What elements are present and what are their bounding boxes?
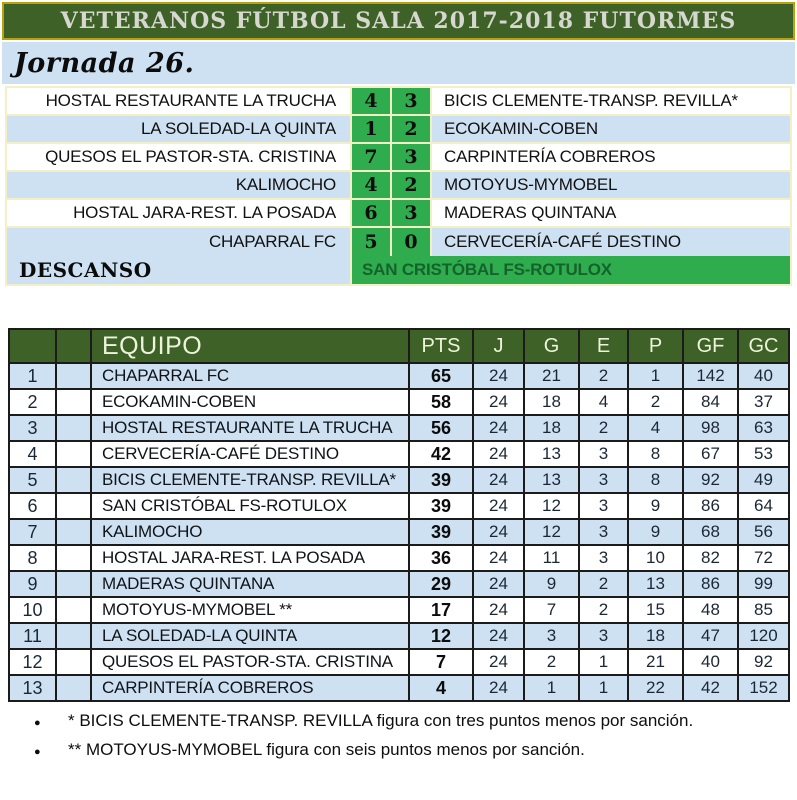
match-away-score: 3 xyxy=(390,88,430,114)
gc-cell: 152 xyxy=(738,675,789,701)
match-away-score: 2 xyxy=(390,172,430,198)
pts-cell: 39 xyxy=(409,493,473,519)
footnote-item xyxy=(34,740,797,760)
standings-row xyxy=(9,467,789,493)
e-cell: 3 xyxy=(579,519,628,545)
e-cell: 3 xyxy=(579,441,628,467)
spacer-cell xyxy=(56,519,91,545)
results-table xyxy=(5,86,792,286)
p-cell: 10 xyxy=(628,545,683,571)
spacer-cell xyxy=(56,415,91,441)
match-away-team: ECOKAMIN-COBEN xyxy=(430,116,790,142)
standings-row xyxy=(9,649,789,675)
header-rank-cell xyxy=(9,329,56,363)
j-cell: 24 xyxy=(473,493,524,519)
spacer-cell xyxy=(56,545,91,571)
match-row xyxy=(7,200,790,228)
match-home-score: 4 xyxy=(350,172,390,198)
rank-cell: 11 xyxy=(9,623,56,649)
header-e: E xyxy=(579,329,628,363)
standings-row xyxy=(9,675,789,701)
spacer-cell xyxy=(56,675,91,701)
rank-cell: 1 xyxy=(9,363,56,389)
footnote-bullet-icon: ● xyxy=(34,717,41,729)
rank-cell: 8 xyxy=(9,545,56,571)
j-cell: 24 xyxy=(473,389,524,415)
team-cell: HOSTAL RESTAURANTE LA TRUCHA xyxy=(91,415,409,441)
e-cell: 3 xyxy=(579,545,628,571)
rest-label: DESCANSO xyxy=(19,258,152,282)
standings-table xyxy=(8,328,790,702)
match-away-score: 3 xyxy=(390,144,430,170)
pts-cell: 17 xyxy=(409,597,473,623)
j-cell: 24 xyxy=(473,441,524,467)
standings-row xyxy=(9,545,789,571)
g-cell: 12 xyxy=(524,519,579,545)
team-cell: LA SOLEDAD-LA QUINTA xyxy=(91,623,409,649)
e-cell: 2 xyxy=(579,363,628,389)
pts-cell: 4 xyxy=(409,675,473,701)
p-cell: 15 xyxy=(628,597,683,623)
j-cell: 24 xyxy=(473,519,524,545)
gf-cell: 47 xyxy=(683,623,738,649)
standings-header-row xyxy=(9,329,789,363)
p-cell: 1 xyxy=(628,363,683,389)
rest-row xyxy=(7,256,790,284)
g-cell: 2 xyxy=(524,649,579,675)
standings-row xyxy=(9,519,789,545)
match-row xyxy=(7,144,790,172)
j-cell: 24 xyxy=(473,363,524,389)
match-home-score: 6 xyxy=(350,200,390,226)
match-away-team: CERVECERÍA-CAFÉ DESTINO xyxy=(430,228,790,256)
gf-cell: 98 xyxy=(683,415,738,441)
gc-cell: 37 xyxy=(738,389,789,415)
p-cell: 8 xyxy=(628,467,683,493)
gf-cell: 68 xyxy=(683,519,738,545)
pts-cell: 65 xyxy=(409,363,473,389)
pts-cell: 58 xyxy=(409,389,473,415)
match-home-team: QUESOS EL PASTOR-STA. CRISTINA xyxy=(45,147,336,166)
header-equipo: EQUIPO xyxy=(91,329,409,363)
match-home-score: 1 xyxy=(350,116,390,142)
gf-cell: 142 xyxy=(683,363,738,389)
standings-row xyxy=(9,623,789,649)
match-away-score: 0 xyxy=(390,228,430,256)
e-cell: 3 xyxy=(579,493,628,519)
header-pts: PTS xyxy=(409,329,473,363)
header-g: G xyxy=(524,329,579,363)
g-cell: 7 xyxy=(524,597,579,623)
gc-cell: 85 xyxy=(738,597,789,623)
match-home-score: 5 xyxy=(350,228,390,256)
team-cell: MADERAS QUINTANA xyxy=(91,571,409,597)
spacer-cell xyxy=(56,597,91,623)
g-cell: 1 xyxy=(524,675,579,701)
gc-cell: 64 xyxy=(738,493,789,519)
p-cell: 9 xyxy=(628,493,683,519)
e-cell: 3 xyxy=(579,467,628,493)
gf-cell: 67 xyxy=(683,441,738,467)
e-cell: 2 xyxy=(579,571,628,597)
gf-cell: 48 xyxy=(683,597,738,623)
gf-cell: 86 xyxy=(683,493,738,519)
team-cell: CERVECERÍA-CAFÉ DESTINO xyxy=(91,441,409,467)
g-cell: 9 xyxy=(524,571,579,597)
e-cell: 4 xyxy=(579,389,628,415)
match-home-team: LA SOLEDAD-LA QUINTA xyxy=(140,119,336,138)
match-home-team: CHAPARRAL FC xyxy=(208,232,336,251)
g-cell: 13 xyxy=(524,467,579,493)
gf-cell: 86 xyxy=(683,571,738,597)
spacer-cell xyxy=(56,493,91,519)
gf-cell: 84 xyxy=(683,389,738,415)
team-cell: CARPINTERÍA COBREROS xyxy=(91,675,409,701)
g-cell: 11 xyxy=(524,545,579,571)
footnote-bullet-icon: ● xyxy=(34,746,41,758)
match-away-team: BICIS CLEMENTE-TRANSP. REVILLA* xyxy=(430,88,790,114)
j-cell: 24 xyxy=(473,415,524,441)
spacer-cell xyxy=(56,467,91,493)
g-cell: 3 xyxy=(524,623,579,649)
e-cell: 1 xyxy=(579,649,628,675)
match-away-score: 2 xyxy=(390,116,430,142)
standings-body xyxy=(9,363,789,701)
header-j: J xyxy=(473,329,524,363)
p-cell: 18 xyxy=(628,623,683,649)
p-cell: 2 xyxy=(628,389,683,415)
rank-cell: 5 xyxy=(9,467,56,493)
rank-cell: 2 xyxy=(9,389,56,415)
rank-cell: 10 xyxy=(9,597,56,623)
pts-cell: 29 xyxy=(409,571,473,597)
rank-cell: 12 xyxy=(9,649,56,675)
e-cell: 2 xyxy=(579,597,628,623)
standings-row xyxy=(9,389,789,415)
j-cell: 24 xyxy=(473,597,524,623)
rank-cell: 13 xyxy=(9,675,56,701)
e-cell: 1 xyxy=(579,675,628,701)
rank-cell: 6 xyxy=(9,493,56,519)
header-spacer-cell xyxy=(56,329,91,363)
team-cell: QUESOS EL PASTOR-STA. CRISTINA xyxy=(91,649,409,675)
p-cell: 13 xyxy=(628,571,683,597)
match-home-team: KALIMOCHO xyxy=(235,175,336,194)
gf-cell: 42 xyxy=(683,675,738,701)
pts-cell: 42 xyxy=(409,441,473,467)
p-cell: 21 xyxy=(628,649,683,675)
match-away-team: CARPINTERÍA COBREROS xyxy=(430,144,790,170)
j-cell: 24 xyxy=(473,545,524,571)
jornada-label: Jornada 26. xyxy=(14,47,195,79)
team-cell: HOSTAL JARA-REST. LA POSADA xyxy=(91,545,409,571)
team-cell: MOTOYUS-MYMOBEL ** xyxy=(91,597,409,623)
match-row xyxy=(7,228,790,256)
j-cell: 24 xyxy=(473,649,524,675)
standings-row xyxy=(9,441,789,467)
footnote-text: * BICIS CLEMENTE-TRANSP. REVILLA figura con tres puntos menos por sanción. xyxy=(68,711,694,730)
gc-cell: 49 xyxy=(738,467,789,493)
team-cell: BICIS CLEMENTE-TRANSP. REVILLA* xyxy=(91,467,409,493)
match-away-score: 3 xyxy=(390,200,430,226)
gc-cell: 72 xyxy=(738,545,789,571)
j-cell: 24 xyxy=(473,675,524,701)
gc-cell: 63 xyxy=(738,415,789,441)
spacer-cell xyxy=(56,571,91,597)
g-cell: 12 xyxy=(524,493,579,519)
rank-cell: 3 xyxy=(9,415,56,441)
pts-cell: 39 xyxy=(409,519,473,545)
rank-cell: 7 xyxy=(9,519,56,545)
gc-cell: 92 xyxy=(738,649,789,675)
match-home-team: HOSTAL RESTAURANTE LA TRUCHA xyxy=(45,91,336,110)
team-cell: SAN CRISTÓBAL FS-ROTULOX xyxy=(91,493,409,519)
e-cell: 2 xyxy=(579,415,628,441)
footnote-item xyxy=(34,711,797,731)
pts-cell: 56 xyxy=(409,415,473,441)
standings-section xyxy=(8,328,788,702)
match-home-team: HOSTAL JARA-REST. LA POSADA xyxy=(73,203,336,222)
standings-row xyxy=(9,493,789,519)
g-cell: 13 xyxy=(524,441,579,467)
pts-cell: 7 xyxy=(409,649,473,675)
gf-cell: 92 xyxy=(683,467,738,493)
spacer-cell xyxy=(56,623,91,649)
spacer-cell xyxy=(56,389,91,415)
match-row xyxy=(7,88,790,116)
header-gf: GF xyxy=(683,329,738,363)
match-home-score: 4 xyxy=(350,88,390,114)
j-cell: 24 xyxy=(473,571,524,597)
pts-cell: 12 xyxy=(409,623,473,649)
rank-cell: 4 xyxy=(9,441,56,467)
j-cell: 24 xyxy=(473,623,524,649)
p-cell: 8 xyxy=(628,441,683,467)
standings-row xyxy=(9,597,789,623)
match-home-score: 7 xyxy=(350,144,390,170)
e-cell: 3 xyxy=(579,623,628,649)
footnotes xyxy=(0,711,797,760)
match-row xyxy=(7,116,790,144)
match-away-team: MOTOYUS-MYMOBEL xyxy=(430,172,790,198)
jornada-heading xyxy=(2,42,795,84)
gc-cell: 56 xyxy=(738,519,789,545)
page-title xyxy=(2,2,795,40)
j-cell: 24 xyxy=(473,467,524,493)
footnote-text: ** MOTOYUS-MYMOBEL figura con seis puntos menos por sanción. xyxy=(68,740,585,759)
standings-row xyxy=(9,571,789,597)
match-row xyxy=(7,172,790,200)
results-rows xyxy=(7,88,790,256)
gf-cell: 40 xyxy=(683,649,738,675)
header-gc: GC xyxy=(738,329,789,363)
gc-cell: 99 xyxy=(738,571,789,597)
spacer-cell xyxy=(56,441,91,467)
gf-cell: 82 xyxy=(683,545,738,571)
rest-team: SAN CRISTÓBAL FS-ROTULOX xyxy=(350,256,790,284)
p-cell: 22 xyxy=(628,675,683,701)
pts-cell: 36 xyxy=(409,545,473,571)
pts-cell: 39 xyxy=(409,467,473,493)
g-cell: 21 xyxy=(524,363,579,389)
p-cell: 4 xyxy=(628,415,683,441)
gc-cell: 53 xyxy=(738,441,789,467)
team-cell: CHAPARRAL FC xyxy=(91,363,409,389)
standings-row xyxy=(9,415,789,441)
page-title-text: VETERANOS FÚTBOL SALA 2017-2018 FUTORMES xyxy=(60,8,737,34)
g-cell: 18 xyxy=(524,415,579,441)
g-cell: 18 xyxy=(524,389,579,415)
header-p: P xyxy=(628,329,683,363)
standings-row xyxy=(9,363,789,389)
gc-cell: 40 xyxy=(738,363,789,389)
spacer-cell xyxy=(56,649,91,675)
team-cell: ECOKAMIN-COBEN xyxy=(91,389,409,415)
p-cell: 9 xyxy=(628,519,683,545)
gc-cell: 120 xyxy=(738,623,789,649)
match-away-team: MADERAS QUINTANA xyxy=(430,200,790,226)
team-cell: KALIMOCHO xyxy=(91,519,409,545)
spacer-cell xyxy=(56,363,91,389)
rank-cell: 9 xyxy=(9,571,56,597)
